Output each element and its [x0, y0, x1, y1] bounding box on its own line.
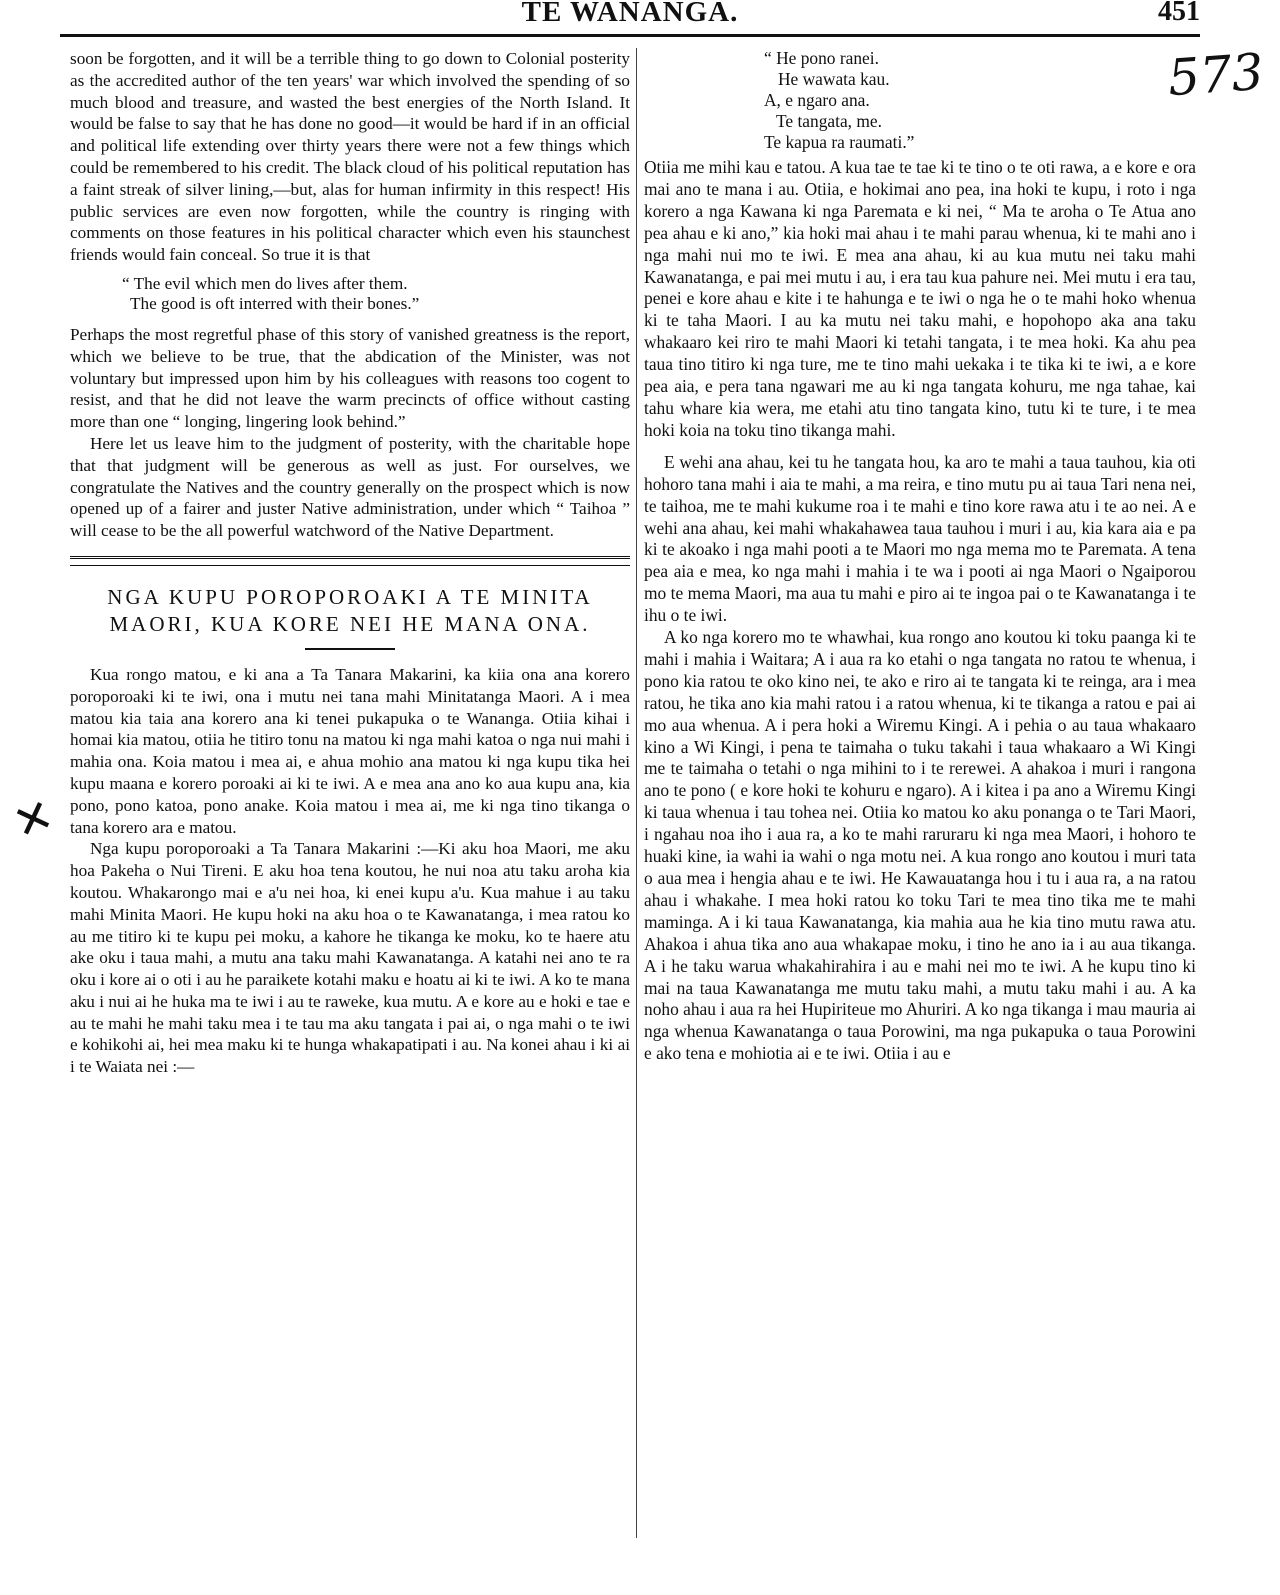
poem-line: Te kapua ra raumati.” [764, 132, 915, 152]
column-divider [636, 48, 637, 1538]
masthead [60, 0, 1200, 34]
heading-rule [305, 648, 395, 650]
article-paragraph: E wehi ana ahau, kei tu he tangata hou, ka aro te mahi a taua tauhou, kia oti hohoro tana mahi i aia te mahi, a ma reira, e tino mutu pu ai taua Tari nena nei, te taihoa, me te mahi kukume roa i te mahi e tino kore rawa atu i te ao nei. A e wehi ana ahau, kei mahi whakahawea taua tauhou i muri i au, kia kara aia e pa ki te akoako i nga mahi pooti a te Maori mo nga mema mo te Paremata. A tena pea aia e mea, ko nga mahi i mahia i te wa i pooti ai nga Maori o Ngaiporou mo te mema Maori, ma aua tu mahi e piro ai te ingoa pai o te Kawanatanga i te ihu o te iwi. [644, 451, 1196, 626]
masthead-rule [60, 34, 1200, 37]
handwritten-page-annotation: 573 [1166, 42, 1266, 108]
article-paragraph: A ko nga korero mo te whawhai, kua rongo ano koutou ki toku paanga ki te mahi i mahia i Waitara; A i aua ra ko etahi o nga tangata no ratou te whenua, i pono kia ratou te oko kino nei, te ako e riro ai te tangata ki te reinga, ara i mea ratou, he tika ano kia mahi ratou i a ratou whenua, ki te tikanga a ratou e pai ai mo aua whenua. A i pera hoki a Wiremu Kingi. A i pehia o au taua whakaaro kino a Wi Kingi, i pena te taimaha o tuku takahi i taua whakaaro a Wi Kingi me te taimaha o tetahi o nga mihini to i te rerewei. A ahakoa i muri i rangona ano te pono ( e kore hoki te kohuru e ngaro). A i kitea i pa ano a Wiremu Kingi ki taua whenua i tau tohea nei. Otiia ko matou ko aku ponanga o te Tari Maori, i ngahau noa iho i aua ra, a ko te mahi raruraru ki nga mea Maori, i hohoro te huaki kine, ia wahi ia wahi o nga motu nei. A kua rongo ano koutou i muri tata o aua mea i hengia ahau e te iwi. He Kawauatanga hou i tu i aua ra, a na ratou ahau i whakahe. I mea hoki ratou ko toku Tari te mea tino tika me te mahi maminga. A i ki taua Kawanatanga, kia mahia aua he kia tino mutu rawa atu. Ahakoa i ahua tika ano aua whakapae moku, i tino he ano ia i au aua tikanga. A i he taku warua whakahirahira i au e mahi nei mo te iwi. A he kupu tino ki mai na taua Kawanatanga me mutu taku mahi, a mutu taku mahi i au. A ka noho ahau i aua ra hei Hupiriteue mo Ahuriri. A ko nga tikanga i mau mauria ai nga whenua Kawanatanga o taua Porowini, ma nga pukapuka o taua Porowini e ako tena e mohiotia ai e te iwi. Otiia i au e [644, 627, 1196, 1064]
section-divider [70, 556, 630, 566]
poem [764, 48, 1196, 153]
article-paragraph: Here let us leave him to the judgment of posterity, with the charitable hope that that judgment will be generous as well as just. For ourselves, we congratulate the Natives and the country generally on the prospect which is now opened up of a fairer and juster Native administration, under which “ Taihoa ” will cease to be the all powerful watchword of the Native Department. [70, 433, 630, 541]
article-paragraph: Perhaps the most regretful phase of this story of vanished greatness is the report, which we believe to be true, that the abdication of the Minister, was not voluntary but impressed upon him by his colleagues with reasons too cogent to resist, and that he did not leave the warm precincts of office without casting more than one “ longing, lingering look behind.” [70, 324, 630, 432]
article-paragraph: Nga kupu poroporoaki a Ta Tanara Makarini :—Ki aku hoa Maori, me aku hoa Pakeha o Nui Tireni. E aku hoa tena koutou, he nui noa atu taku aroha kia koutou. Whakarongo mai e a'u nei hoa, ki enei kupu a'u. Kua mahue i au taku mahi Minita Maori. He kupu hoki na aku hoa o te Kawanatanga, i mea ratou ko au me titiro ki te kupu pei moku, a kahore he tikanga ke moku, ko te haere atu ake oku i taua mahi, a mutu ana taku mahi Kawanatanga. A katahi nei ano te ra oku i kore ai o oti i au he paraikete kotahi maku e hoatu ai ki te iwi. A ko te mana aku i nui ai he huka ma te iwi i au te raweke, kua mutu. A e kore au e hoki e tae e au te mahi he mahi taku mea i te tau ma aku tangata i pai ai, o nga mahi o te iwi e kohikohi ai, hei mea maku ki te hunga whakapatipati i au. Na konei ahau i ki ai i te Waiata nei :— [70, 839, 630, 1077]
poem-line: Te tangata, me. [776, 111, 882, 131]
page-number: 451 [1158, 0, 1200, 27]
quotation [122, 274, 630, 314]
article-paragraph: soon be forgotten, and it will be a terrible thing to go down to Colonial posterity as the accredited author of the ten years' war which involved the spending of so much blood and treasure, and wasted the best energies of the North Island. It would be false to say that he has done no good—it would be hard if in an official and political life extending over thirty years there were not a few things which could be remembered to his credit. The black cloud of his political reputation has a faint streak of silver lining,—but, alas for human infirmity in this respect! His public services are even now forgotten, while the country is ringing with comments on those features in his political character which even his staunchest friends would fain conceal. So true it is that [70, 49, 630, 265]
article-paragraph: Kua rongo matou, e ki ana a Ta Tanara Makarini, ka kiia ona ana korero poroporoaki ki te iwi, ona i mutu nei tana mahi Minitatanga Maori. A i mea matou kia taia ana korero ana ki tenei pukapuka o te Wananga. Otiia kihai i homai kia matou, otiia he titiro tonu na matou ki nga mahi katoa o nga nui mahi i mahia ona. Koia matou i mea ai, e ahua mohio ana matou ki nga kupu tika hei kupu maana e korero poroaki ai ki te iwi. A e mea ana ano ko aua kupu ana, kia pono, pono katoa, pono anake. Koia matou i mea ai, me ki nga tino tikanga o tana korero ara e matou. [70, 664, 630, 837]
heading-line: NGA KUPU POROPOROAKI A TE MINITA [107, 584, 593, 609]
left-column [70, 48, 630, 1078]
poem-line: “ He pono ranei. [764, 48, 879, 68]
quotation-line: The good is oft interred with their bones.” [130, 293, 420, 313]
margin-mark-icon: ✕ [5, 787, 61, 851]
poem-line: He wawata kau. [778, 69, 890, 89]
article-paragraph: Otiia me mihi kau e tatou. A kua tae te tae ki te tino o te oti rawa, a e kore e ora mai ano te mana i au. Otiia, e hokimai ano pea, ina hoki te kupu, i roto i nga korero a nga Kawana ki nga Paremata e ki nei, “ Ma te aroha o Te Atua ano pea ahau e ki ano,” kia hoki mai ahau i te mahi parau whenua, ki te mahi ano i nga mahi nui mo te iwi. E mea ana ahau, ki au kua mutu nei taku mahi Kawanatanga, e pai mei mutu i au, i era tau kua pahure nei. Mei mutu i era tau, penei e kore ahau e kite i te hahunga e te iwi o nga he o te mahi hoko whenua ki te taha Maori. I au ka mutu nei taku mahi, e hopohopo aka ana taku whakaaro kei riro te mahi Maori ki tetahi tangata, i te mea hoki. Ka ahu pea taua tino titiro ki nga ture, me te tino mahi uekaka i te tika ki te iwi, a e kore pea aia, e pera tana ngawari me au ki nga tangata kohuru, me nga tahae, kai tahu whare kia wera, me etahi atu tino tangata kino, tutu ki te ture, i te mea hoki koia na toku tino tikanga mahi. [644, 157, 1196, 440]
section-heading [70, 584, 630, 638]
quotation-line: “ The evil which men do lives after them. [122, 273, 408, 293]
newspaper-title: TE WANANGA. [521, 0, 739, 28]
right-column [644, 48, 1196, 1065]
heading-line: MAORI, KUA KORE NEI HE MANA ONA. [109, 611, 591, 636]
poem-line: A, e ngaro ana. [764, 90, 870, 110]
